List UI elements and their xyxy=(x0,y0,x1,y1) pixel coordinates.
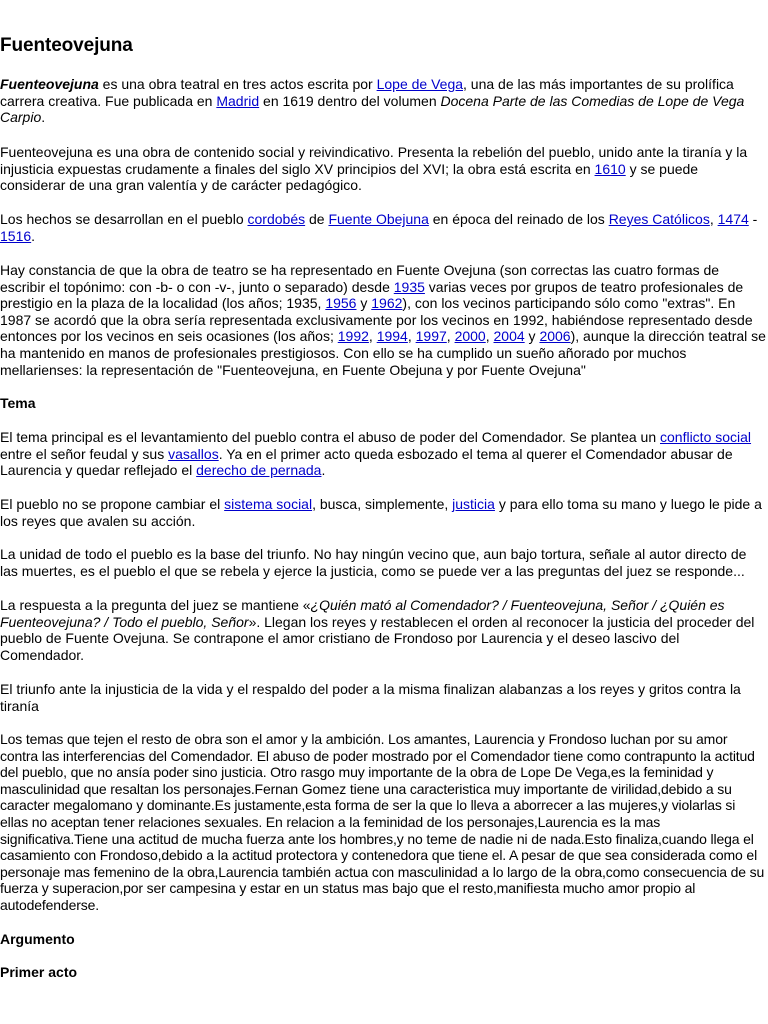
paragraph-unidad: La unidad de todo el pueblo es la base del triunfo. No hay ningún vecino que, aun bajo tortura, señale al autor directo de las muertes, es el pueblo el que se rebela y ejerce la justicia, como se puede ver a las preguntas del juez se responde... xyxy=(0,546,747,579)
paragraph-pueblo: El pueblo no se propone cambiar el sistema social, busca, simplemente, justicia y para ello toma su mano y luego le pide a los reyes que avalen su acción. xyxy=(0,496,762,529)
quote: ¿Quién mató al Comendador? / Fuenteovejuna, Señor / ¿Quién es Fuenteovejuna? / Todo el pueblo, Señor xyxy=(0,597,725,630)
section-heading-primer-acto: Primer acto xyxy=(0,964,78,980)
link-justicia[interactable]: justicia xyxy=(452,496,495,512)
link-sistema-social[interactable]: sistema social xyxy=(224,496,313,512)
paragraph-content: Fuenteovejuna es una obra de contenido social y reivindicativo. Presenta la rebelión del pueblo, unido ante la tiranía y la injusticia expuestas crudamente a finales del siglo XV principios del XVI; la obra está escrita en 1610 y se puede considerar de una gran valentía y de carácter pedagógico. xyxy=(0,144,748,194)
link-1935[interactable]: 1935 xyxy=(393,278,425,295)
intro-paragraph: Fuenteovejuna es una obra teatral en tres actos escrita por Lope de Vega, una de las más importantes de su prolífica carrera creativa. Fue publicada en Madrid en 1619 dentro del volumen Docena Parte de las Comedias de Lope de Vega Carpio. xyxy=(0,76,745,126)
page-title: Fuenteovejuna xyxy=(0,35,133,56)
link-1997[interactable]: 1997 xyxy=(415,328,447,345)
paragraph-triunfo: El triunfo ante la injusticia de la vida y el respaldo del poder a la misma finalizan alabanzas a los reyes y gritos contra la tiranía xyxy=(0,681,741,714)
paragraph-setting: Los hechos se desarrollan en el pueblo cordobés de Fuente Obejuna en época del reinado de los Reyes Católicos, 1474 - 1516. xyxy=(0,211,758,244)
link-1994[interactable]: 1994 xyxy=(376,328,408,345)
link-fuente-obejuna[interactable]: Fuente Obejuna xyxy=(328,211,429,227)
link-vasallos[interactable]: vasallos xyxy=(168,445,219,462)
volume-title: Docena Parte de las Comedias de Lope de Vega Carpio xyxy=(0,92,745,126)
work-title: Fuenteovejuna xyxy=(0,76,99,92)
link-derecho-de-pernada[interactable]: derecho de pernada xyxy=(196,462,322,479)
link-2006[interactable]: 2006 xyxy=(539,328,571,345)
section-heading-tema: Tema xyxy=(0,395,36,411)
link-2000[interactable]: 2000 xyxy=(454,328,486,345)
link-cordobes[interactable]: cordobés xyxy=(247,211,306,227)
link-2004[interactable]: 2004 xyxy=(493,328,525,345)
link-conflicto-social[interactable]: conflicto social xyxy=(660,429,752,445)
link-lope-de-vega[interactable]: Lope de Vega xyxy=(376,76,464,92)
link-madrid[interactable]: Madrid xyxy=(216,92,260,109)
paragraph-temas: Los temas que tejen el resto de obra son el amor y la ambición. Los amantes, Laurencia y Frondoso luchan por su amor contra las interferencias del Comendador. El abuso de poder mostrado por el Comendador tiene como contrapunto la actitud del pueblo, que no ansía poder sino justicia. Otro rasgo muy importante de la obra de Lope De Vega,es la feminidad y masculinidad que resaltan los personajes.Fernan Gomez tiene una caracteristica muy importante de virilidad,debido a su caracter megalomano y dominante.Es justamente,esta forma de ser la que lo lleva a aborrecer a las mujeres,y violarlas si ellas no aceptan tener relaciones sexuales. En relacion a la feminidad de los personajes,Laurencia es la mas significativa.Tiene una actitud de mucha fuerza ante los hombres,y no teme de nadie ni de nada.Esto finaliza,cuando llega el casamiento con Frondoso,debido a la actitud protectora y contenedora que tiene el. A pesar de que sea considerada como el personaje mas femenino de la obra,Laurencia también actua con masculinidad a lo largo de la obra,como consecuencia de su fuerza y superacion,por ser campesina y estar en un status mas bajo que el resto,manifiesta mucho amor propio al autodefenderse. xyxy=(0,731,765,913)
link-1610[interactable]: 1610 xyxy=(594,160,626,177)
section-heading-argumento: Argumento xyxy=(0,931,75,947)
paragraph-performances: Hay constancia de que la obra de teatro se ha representado en Fuente Ovejuna (son correctas las cuatro formas de escribir el topónimo: con -b- o con -v-, junto o separado) desde 1935 varias veces por grupos de teatro profesionales de prestigio en la plaza de la localidad (los años; 1935, 1956 y 1962), con los vecinos participando sólo como "extras". En 1987 se acordó que la obra sería representada exclusivamente por los vecinos en 1992, habiéndose representado desde entonces por los vecinos en seis ocasiones (los años; 1992, 1994, 1997, 2000, 2004 y 2006), aunque la dirección teatral se ha mantenido en manos de profesionales prestigiosos. Con ello se ha cumplido un sueño añorado por muchos mellarienses: la representación de "Fuenteovejuna, en Fuente Obejuna y por Fuente Ovejuna" xyxy=(0,262,766,378)
paragraph-respuesta: La respuesta a la pregunta del juez se mantiene «¿Quién mató al Comendador? / Fuenteovejuna, Señor / ¿Quién es Fuenteovejuna? / Todo el pueblo, Señor». Llegan los reyes y restablecen el orden al reconocer la justicia del proceder del pueblo de Fuente Ovejuna. Se contrapone el amor cristiano de Frondoso por Laurencia y el deseo lascivo del Comendador. xyxy=(0,597,755,663)
paragraph-tema-principal: El tema principal es el levantamiento del pueblo contra el abuso de poder del Comendador. Se plantea un conflicto social entre el señor feudal y sus vasallos. Ya en el primer acto queda esbozado el tema al querer el Comendador abusar de Laurencia y quedar reflejado el derecho de pernada. xyxy=(0,429,752,479)
link-1474[interactable]: 1474 xyxy=(717,211,749,227)
link-1516[interactable]: 1516 xyxy=(0,227,32,244)
link-1956[interactable]: 1956 xyxy=(325,295,357,312)
link-1992[interactable]: 1992 xyxy=(337,328,369,345)
link-reyes-catolicos[interactable]: Reyes Católicos xyxy=(608,211,710,227)
link-1962[interactable]: 1962 xyxy=(371,295,403,312)
